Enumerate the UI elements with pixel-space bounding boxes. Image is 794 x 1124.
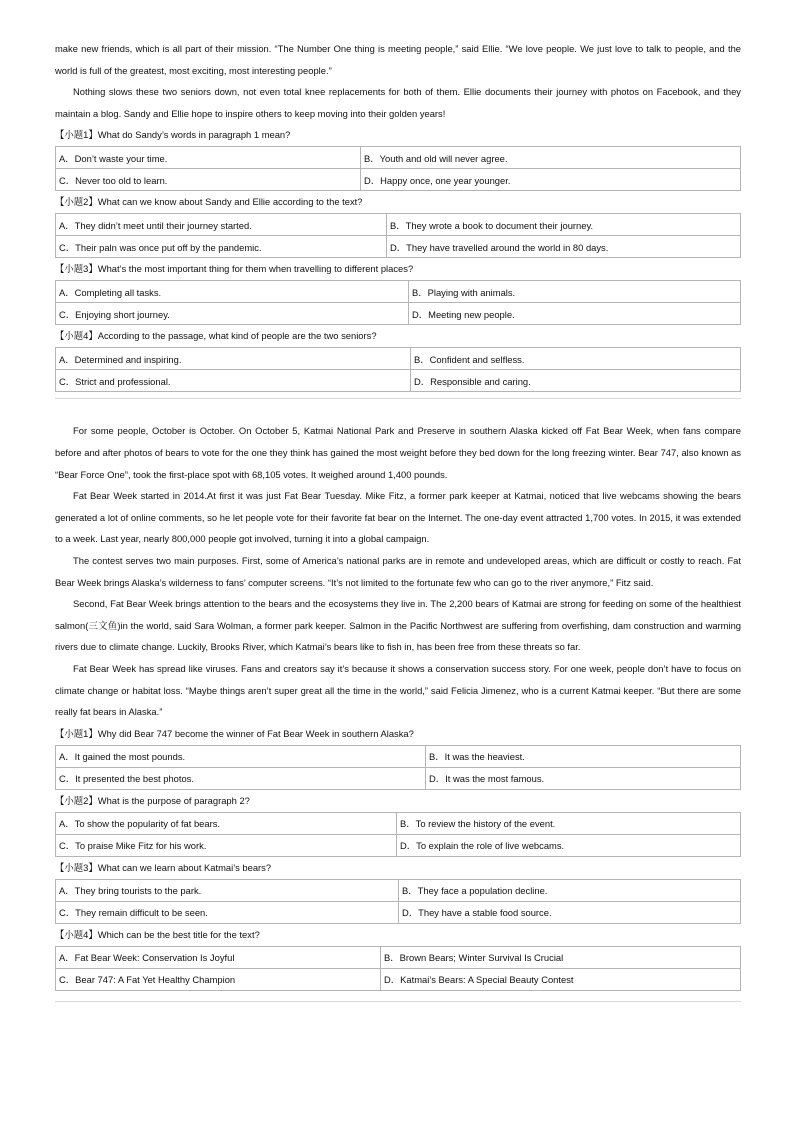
options-table: [55, 146, 741, 191]
question-stem: 【小题1】Why did Bear 747 become the winner of Fat Bear Week in southern Alaska?: [55, 727, 414, 739]
option-b[interactable]: B．To review the history of the event.: [397, 812, 741, 834]
options-table: [55, 879, 741, 924]
option-a[interactable]: A．They bring tourists to the park.: [56, 879, 399, 901]
section-divider: [55, 1001, 741, 1002]
option-d[interactable]: D．To explain the role of live webcams.: [397, 834, 741, 856]
option-b[interactable]: B．Youth and old will never agree.: [361, 147, 741, 169]
options-table: [55, 812, 741, 857]
option-c[interactable]: C．Their paln was once put off by the pandemic.: [56, 236, 387, 258]
question-stem: 【小题4】Which can be the best title for the text?: [55, 928, 260, 940]
option-c[interactable]: C．Never too old to learn.: [56, 169, 361, 191]
question-stem: 【小题2】What is the purpose of paragraph 2?: [55, 794, 250, 806]
option-a[interactable]: A．Completing all tasks.: [56, 281, 409, 303]
option-d[interactable]: D．They have travelled around the world in 80 days.: [387, 236, 741, 258]
options-table: [55, 946, 741, 991]
options-table: [55, 280, 741, 325]
passage-2-paragraph: Fat Bear Week started in 2014.At first it was just Fat Bear Tuesday. Mike Fitz, a former park keeper at Katmai, noticed that live webcams showing the bears generated a lot of online comments, so he let people vote for their favorite fat bear on the Internet. The one-day event attracted 1,700 votes. In 2015, it was extended to a week. Last year, nearly 800,000 people got involved, turning it into a global campaign.: [55, 490, 741, 545]
option-d[interactable]: D．Responsible and caring.: [411, 370, 741, 392]
option-b[interactable]: B．They wrote a book to document their journey.: [387, 214, 741, 236]
option-b[interactable]: B．Playing with animals.: [409, 281, 741, 303]
option-d[interactable]: D．Katmai’s Bears: A Special Beauty Contest: [381, 968, 741, 990]
option-d[interactable]: D．Happy once, one year younger.: [361, 169, 741, 191]
option-c[interactable]: C．Strict and professional.: [56, 370, 411, 392]
option-a[interactable]: A．They didn’t meet until their journey started.: [56, 214, 387, 236]
option-a[interactable]: A．Determined and inspiring.: [56, 348, 411, 370]
option-c[interactable]: C．Enjoying short journey.: [56, 303, 409, 325]
option-c[interactable]: C．To praise Mike Fitz for his work.: [56, 834, 397, 856]
option-a[interactable]: A．Fat Bear Week: Conservation Is Joyful: [56, 946, 381, 968]
options-table: [55, 347, 741, 392]
option-b[interactable]: B．They face a population decline.: [399, 879, 741, 901]
option-b[interactable]: B．Confident and selfless.: [411, 348, 741, 370]
question-stem: 【小题1】What do Sandy’s words in paragraph 1 mean?: [55, 129, 291, 141]
question-stem: 【小题3】What’s the most important thing for them when travelling to different places?: [55, 263, 414, 275]
question-stem: 【小题2】What can we know about Sandy and Ellie according to the text?: [55, 196, 363, 208]
section-divider: [55, 398, 741, 399]
passage-2-paragraph: The contest serves two main purposes. First, some of America’s national parks are in remote and undeveloped areas, which are difficult or costly to reach. Fat Bear Week brings Alaska’s wilderness to fans’ computer screens. “It’s not limited to the fortunate few who can go to the river anymore,” Fitz said.: [55, 554, 741, 588]
option-c[interactable]: C．They remain difficult to be seen.: [56, 901, 399, 923]
question-stem: 【小题3】What can we learn about Katmai’s bears?: [55, 861, 272, 873]
options-table: [55, 745, 741, 790]
options-table: [55, 213, 741, 258]
passage-2-paragraph: For some people, October is October. On October 5, Katmai National Park and Preserve in southern Alaska kicked off Fat Bear Week, when fans compare before and after photos of bears to vote for the one they think has gained the most weight before they bed down for the long freezing winter. Bear 747, also known as “Bear Force One”, took the first-place spot with 68,105 votes. It weighed around 1,400 pounds.: [55, 425, 741, 480]
passage-1: [55, 38, 741, 392]
option-b[interactable]: B．It was the heaviest.: [426, 745, 741, 767]
passage-1-paragraph: make new friends, which is all part of their mission. “The Number One thing is meeting people,” said Ellie. “We love people. We just love to talk to people, and the world is full of the greatest, most exciting, most interesting people.”: [55, 43, 741, 76]
option-a[interactable]: A．To show the popularity of fat bears.: [56, 812, 397, 834]
exam-page: [55, 38, 741, 1002]
option-a[interactable]: A．Don’t waste your time.: [56, 147, 361, 169]
option-c[interactable]: C．It presented the best photos.: [56, 767, 426, 789]
passage-2: [55, 420, 741, 990]
passage-2-paragraph: Second, Fat Bear Week brings attention to the bears and the ecosystems they live in. The 2,200 bears of Katmai are strong for feeding on some of the healthiest salmon(三文鱼)in the world, said Sara Wolman, a former park keeper. Salmon in the Pacific Northwest are suffering from overfishing, dam construction and warming rivers due to climate change. Luckily, Brooks River, which Katmai’s bears like to fish in, has been free from these threats so far.: [55, 598, 741, 653]
option-a[interactable]: A．It gained the most pounds.: [56, 745, 426, 767]
question-stem: 【小题4】According to the passage, what kind of people are the two seniors?: [55, 330, 377, 342]
option-d[interactable]: D．They have a stable food source.: [399, 901, 741, 923]
option-d[interactable]: D．Meeting new people.: [409, 303, 741, 325]
option-b[interactable]: B．Brown Bears; Winter Survival Is Crucial: [381, 946, 741, 968]
passage-1-paragraph: Nothing slows these two seniors down, not even total knee replacements for both of them. Ellie documents their journey with photos on Facebook, and they maintain a blog. Sandy and Ellie hope to inspire others to keep moving into their golden years!: [55, 86, 741, 119]
option-d[interactable]: D．It was the most famous.: [426, 767, 741, 789]
option-c[interactable]: C．Bear 747: A Fat Yet Healthy Champion: [56, 968, 381, 990]
passage-2-paragraph: Fat Bear Week has spread like viruses. Fans and creators say it’s because it shows a conservation success story. For one week, people don’t have to focus on climate change or habitat loss. “Maybe things aren’t super great all the time in the world,” said Felicia Jimenez, who is a current Katmai keeper. “But there are some really fat bears in Alaska.”: [55, 662, 741, 718]
